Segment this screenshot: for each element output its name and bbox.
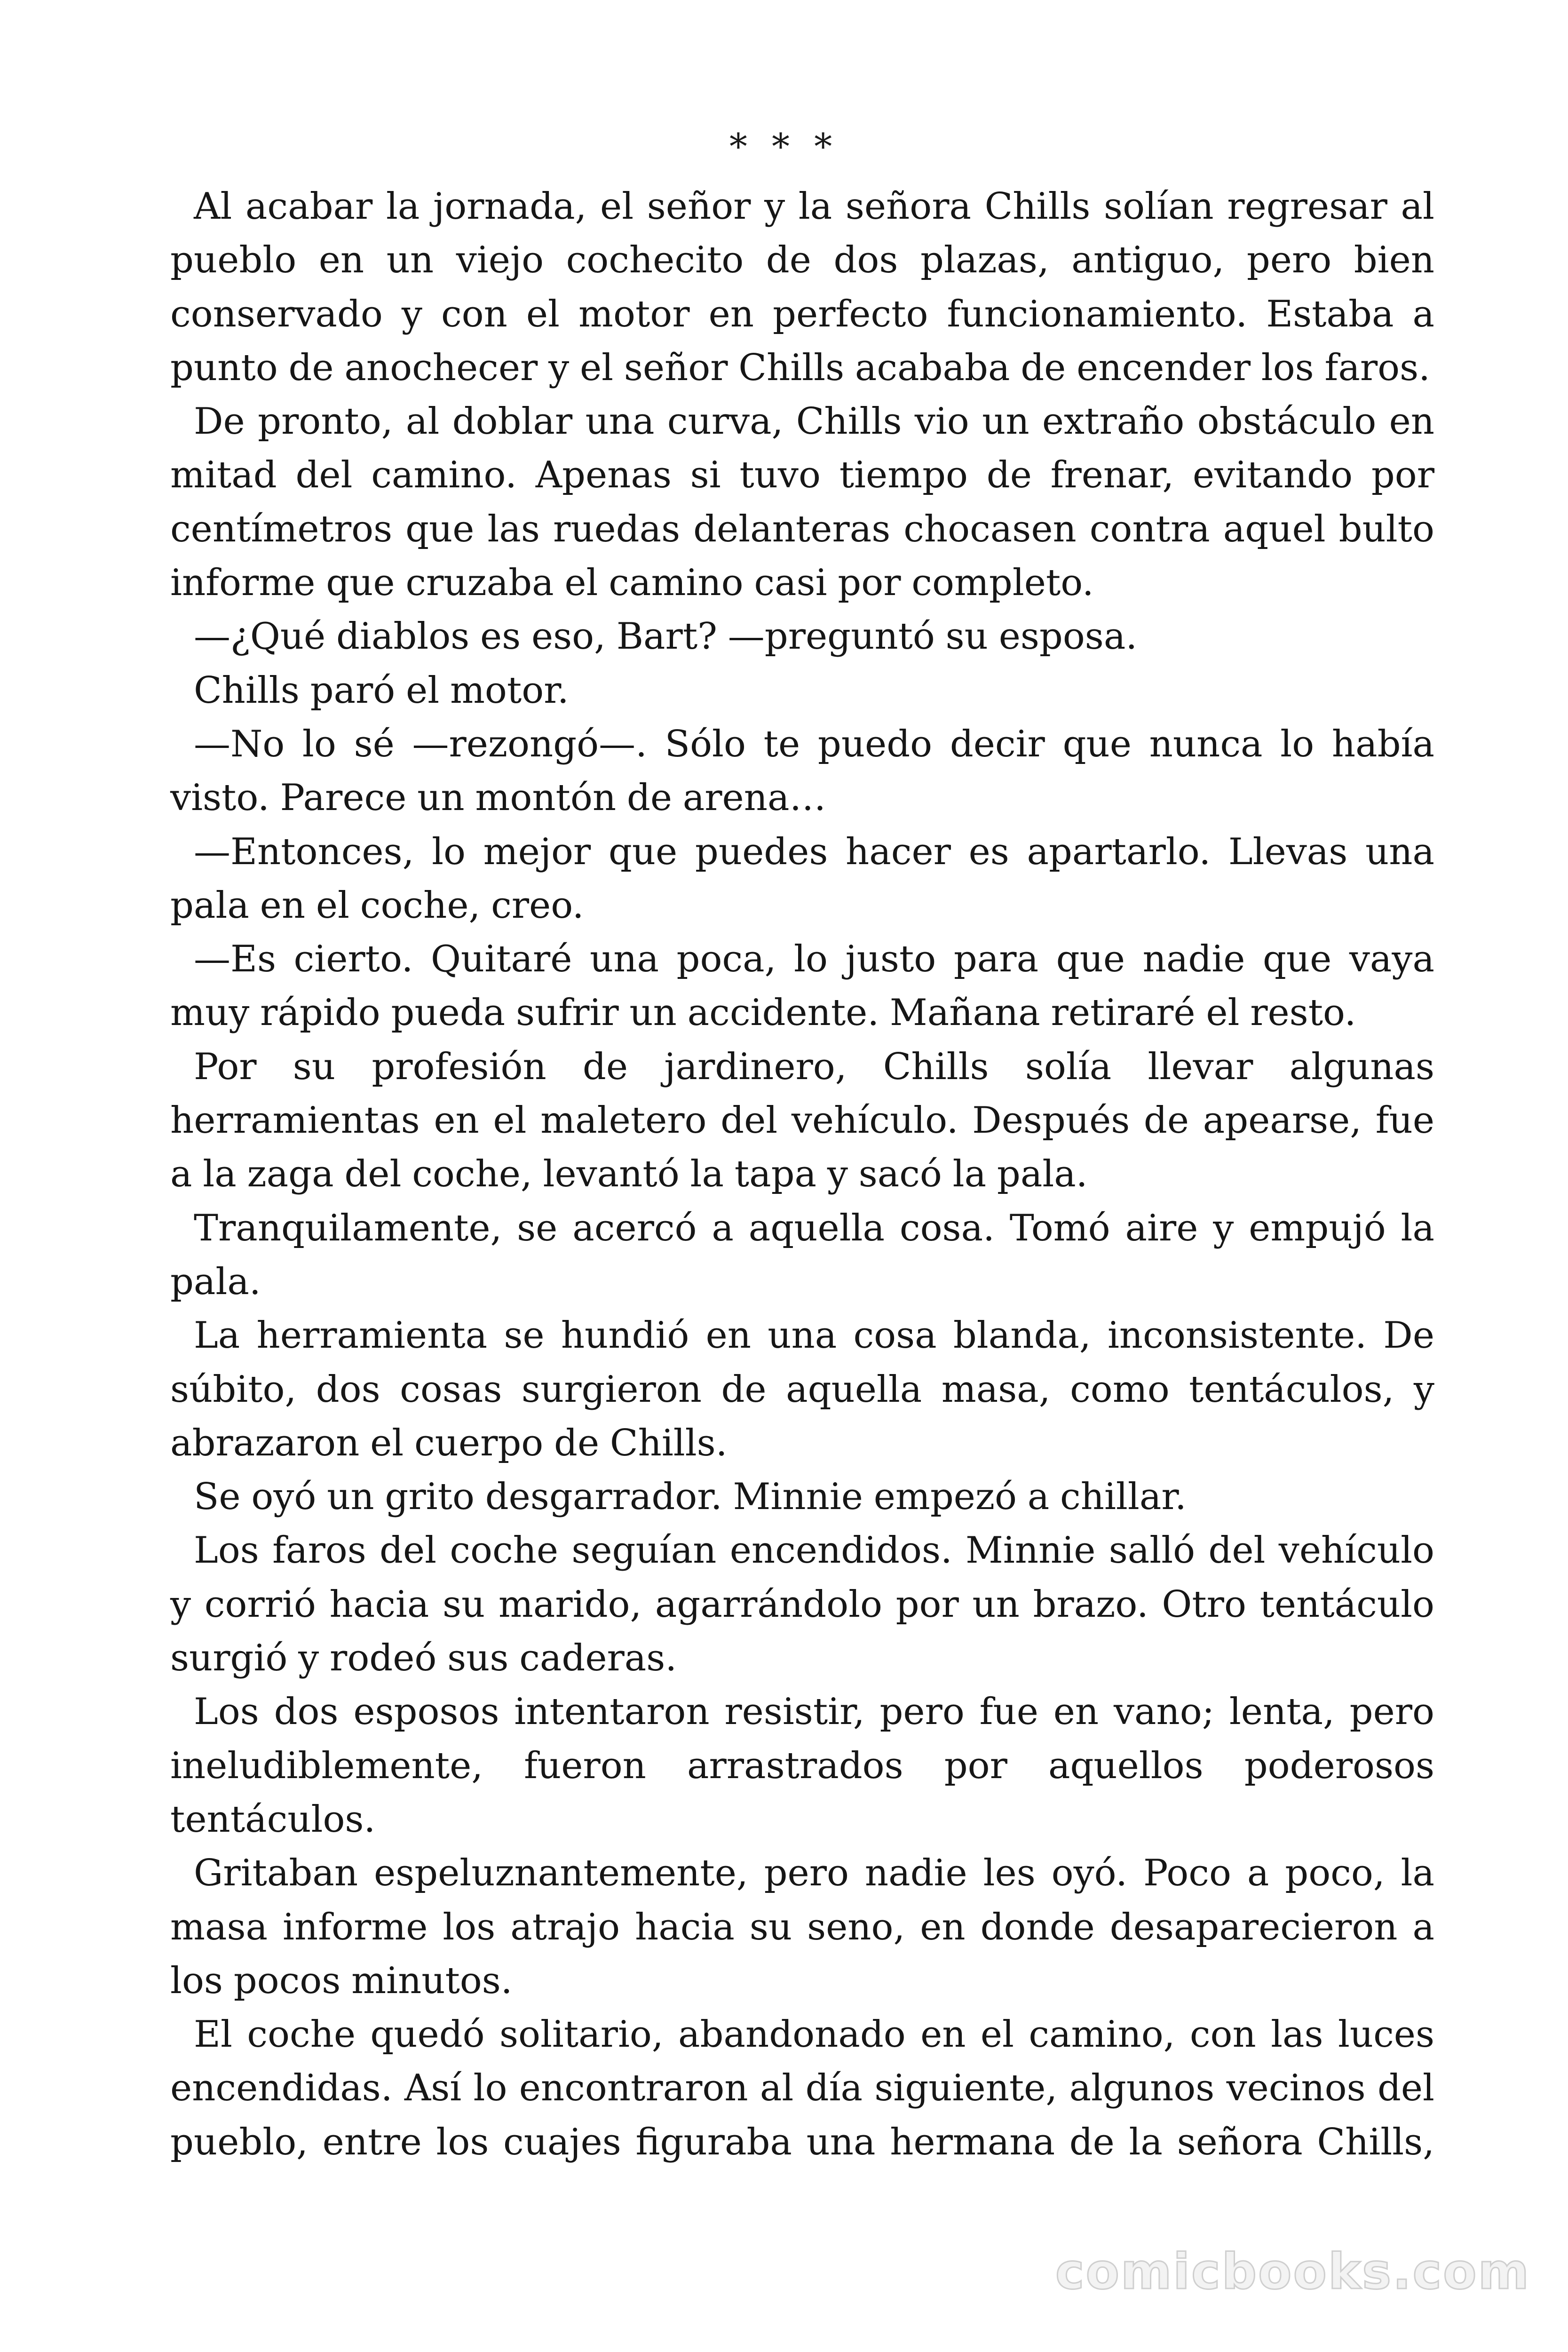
paragraph: —Es cierto. Quitaré una poca, lo justo para que nadie que vaya muy rápido pueda sufrir un accidente. Mañana retiraré el resto. (170, 938, 1434, 1034)
body-text (170, 180, 1434, 2169)
paragraph: Se oyó un grito desgarrador. Minnie empezó a chillar. (194, 1476, 1187, 1518)
paragraph: La herramienta se hundió en una cosa blanda, inconsistente. De súbito, dos cosas surgieron de aquella masa, como tentáculos, y abrazaron el cuerpo de Chills. (170, 1314, 1434, 1464)
paragraph: Tranquilamente, se acercó a aquella cosa. Tomó aire y empujó la pala. (170, 1207, 1434, 1303)
paragraph: Los faros del coche seguían encendidos. Minnie salló del vehículo y corrió hacia su marido, agarrándolo por un brazo. Otro tentáculo surgió y rodeó sus caderas. (170, 1529, 1434, 1680)
watermark: comicbooks.com (1055, 2243, 1530, 2300)
paragraph: Al acabar la jornada, el señor y la señora Chills solían regresar al pueblo en un viejo cochecito de dos plazas, antiguo, pero bien conservado y con el motor en perfecto funcionamiento. Estaba a punto de anochecer y el señor Chills acababa de encender los faros. (170, 185, 1434, 389)
paragraph: —¿Qué diablos es eso, Bart? —preguntó su esposa. (194, 615, 1138, 658)
paragraph: El coche quedó solitario, abandonado en el camino, con las luces encendidas. Así lo encontraron al día siguiente, algunos vecinos del pueblo, entre los cuajes figuraba una hermana de la señora Chills, (170, 2013, 1434, 2163)
paragraph: Por su profesión de jardinero, Chills solía llevar algunas herramientas en el maletero del vehículo. Después de apearse, fue a la zaga del coche, levantó la tapa y sacó la pala. (170, 1045, 1434, 1196)
paragraph: Gritaban espeluznantemente, pero nadie les oyó. Poco a poco, la masa informe los atrajo hacia su seno, en donde desaparecieron a los pocos minutos. (170, 1852, 1434, 2002)
paragraph: Chills paró el motor. (194, 669, 569, 712)
section-separator: * * * (729, 126, 839, 167)
paragraph: —No lo sé —rezongó—. Sólo te puedo decir que nunca lo había visto. Parece un montón de arena… (170, 723, 1434, 819)
paragraph: —Entonces, lo mejor que puedes hacer es apartarlo. Llevas una pala en el coche, creo. (170, 830, 1434, 927)
paragraph: De pronto, al doblar una curva, Chills vio un extraño obstáculo en mitad del camino. Apenas si tuvo tiempo de frenar, evitando por centímetros que las ruedas delanteras chocasen contra aquel bulto informe que cruzaba el camino casi por completo. (170, 400, 1434, 604)
paragraph: Los dos esposos intentaron resistir, pero fue en vano; lenta, pero ineludiblemente, fueron arrastrados por aquellos poderosos tentáculos. (170, 1691, 1434, 1841)
